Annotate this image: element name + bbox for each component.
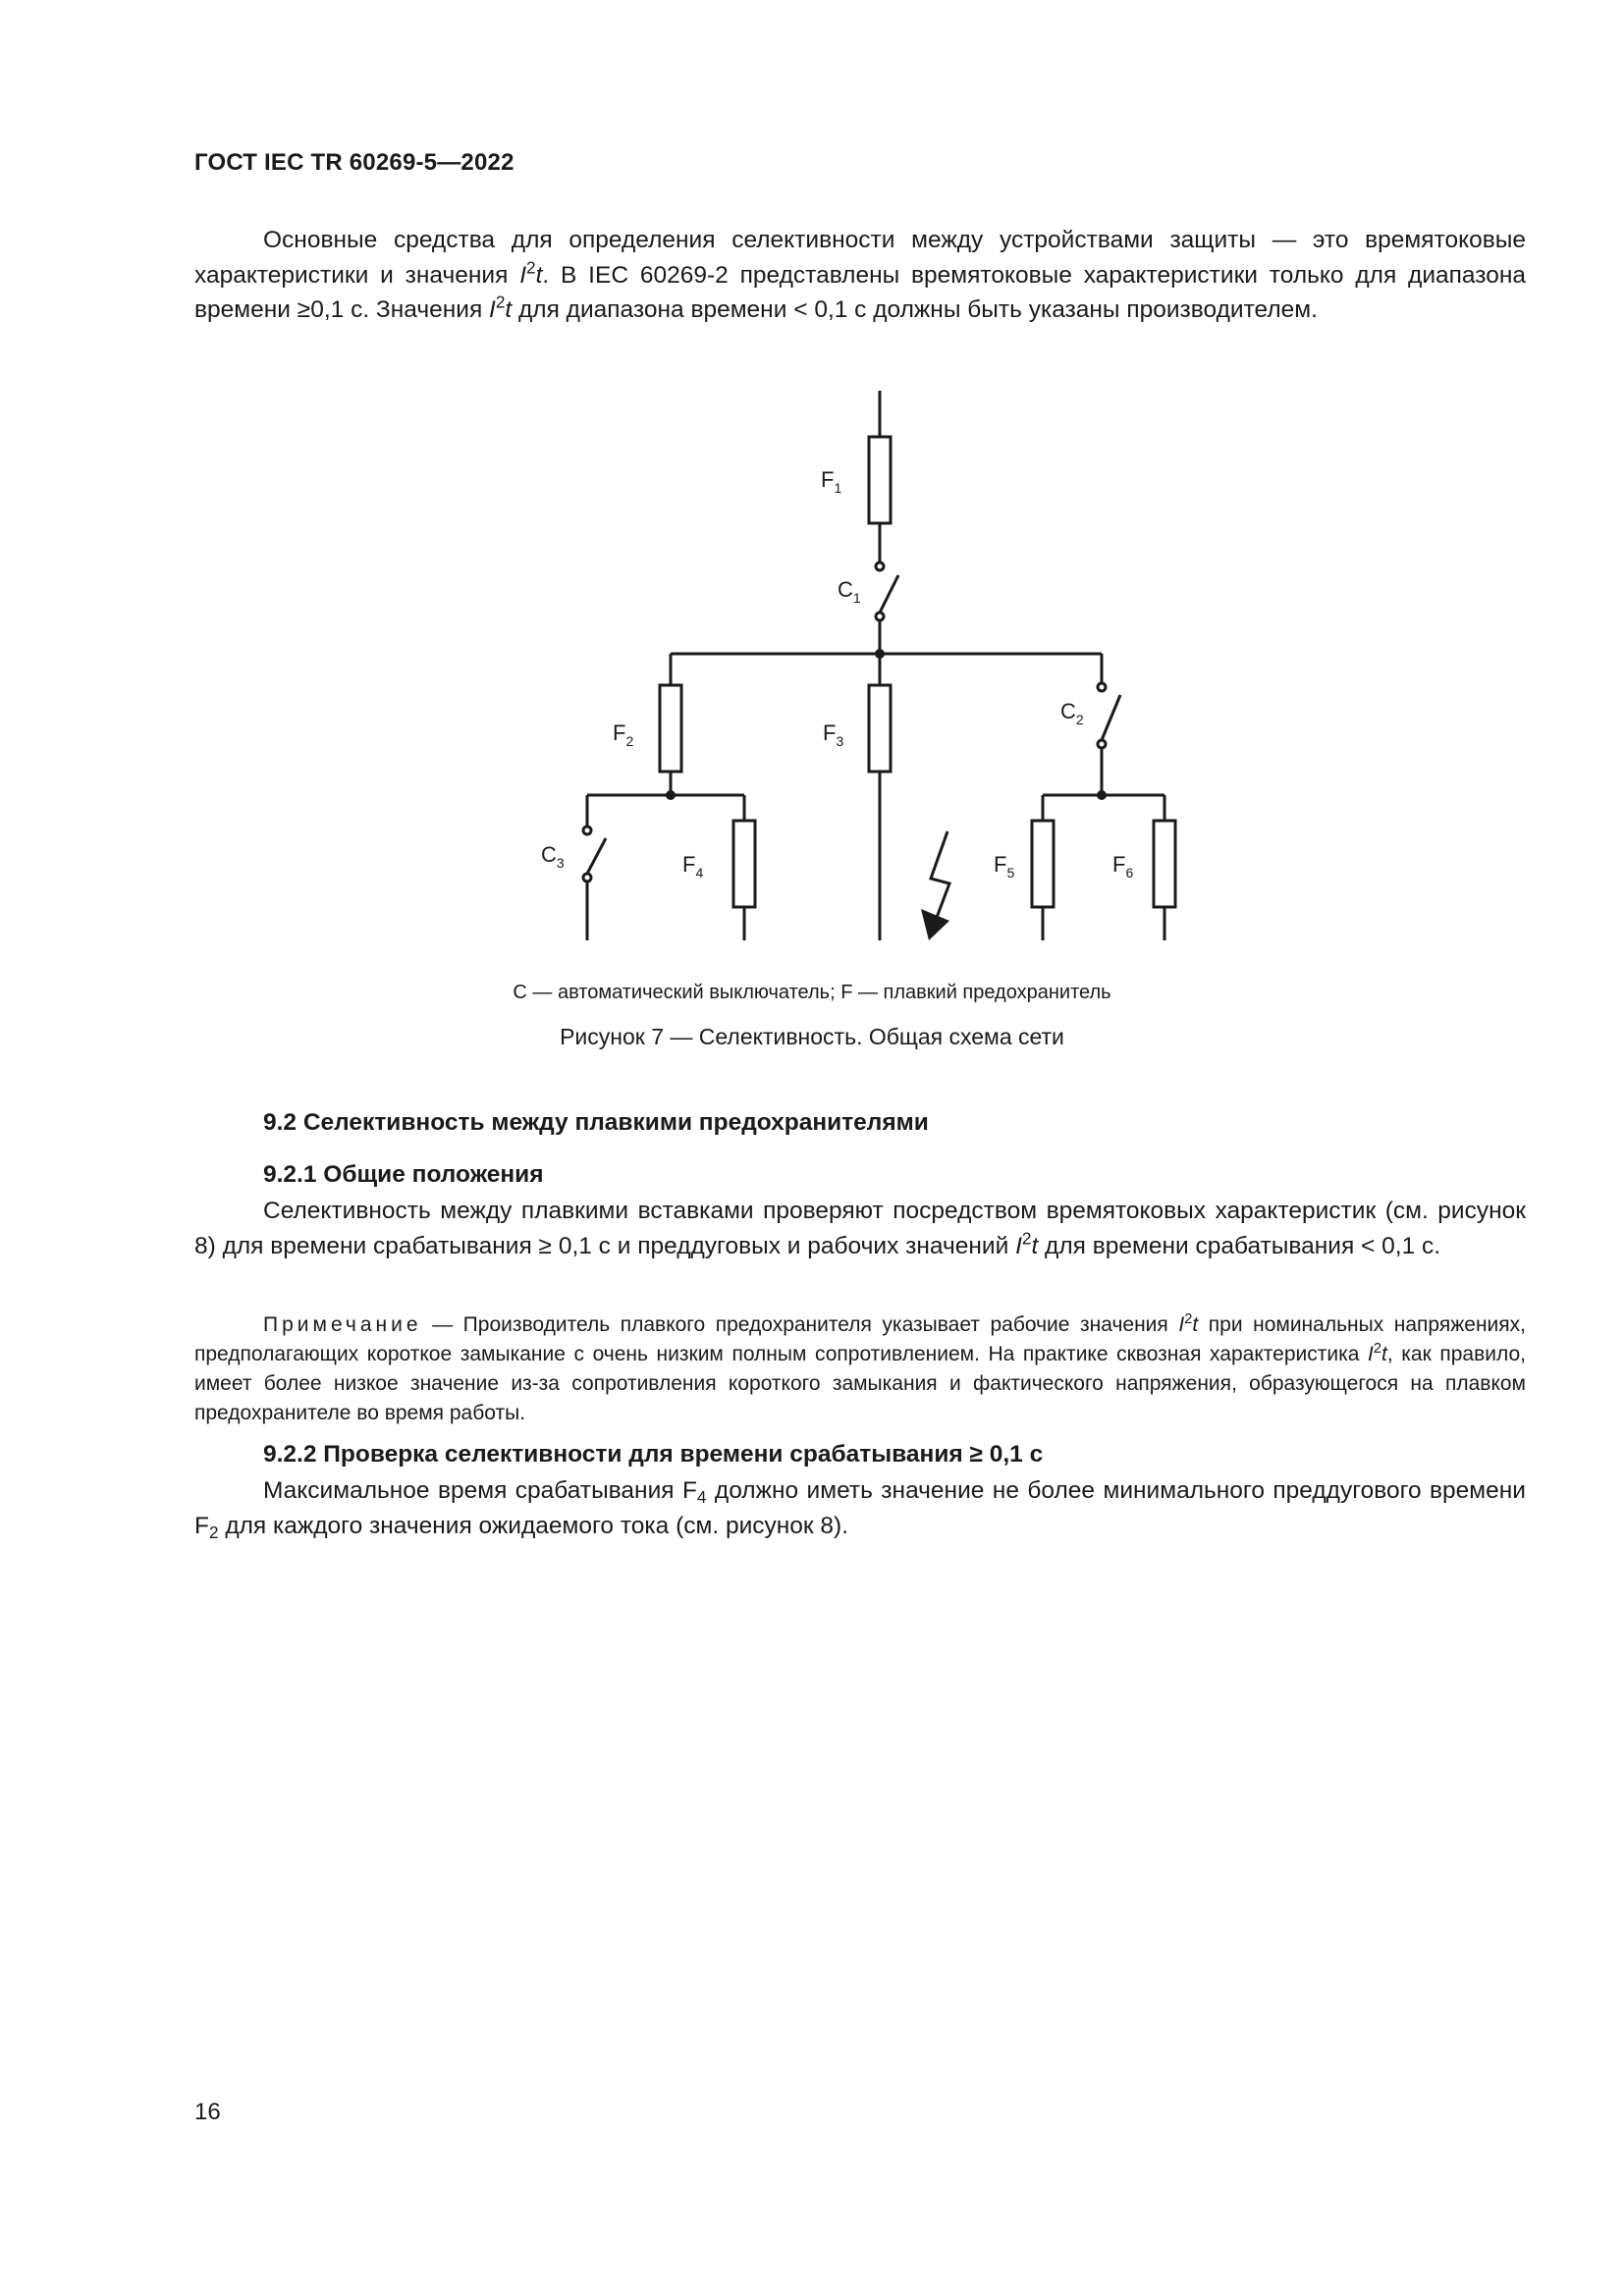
junction-dot <box>1097 790 1107 800</box>
breaker-c3-blade <box>587 838 606 874</box>
fuse-f5 <box>1032 821 1054 907</box>
fuse-f2 <box>660 685 681 772</box>
note-label: Примечание <box>263 1313 422 1336</box>
paragraph-9-2-2: Максимальное время срабатывания $F_4$ должно иметь значение не более минимального преддугового времени $F_2$ для каждого значения ожидаемого тока (см. рисунок 8). <box>194 1477 1526 1542</box>
label-c2: $C_2$ <box>1060 699 1084 727</box>
label-f5: $F_5$ <box>994 852 1015 881</box>
paragraph-9-2-1: Селективность между плавкими вставками проверяют посредством времятоковых характеристик (см. рисунок 8) для времени срабатывания ≥ 0,1 с и преддуговых и рабочих значений $I^2t$ для времени срабатывания < 0,1 с. <box>194 1198 1526 1259</box>
note-paragraph: Примечание — Производитель плавкого предохранителя указывает рабочие значения $I^2t$ при номинальных напряжениях, предполагающих короткое замыкание с очень низким полным сопротивлением. На практике сквозная характеристика $I^2t$, как правило, имеет более низкое значение из-за сопротивления короткого замыкания и фактического напряжения, образующегося на плавком предохранителе во время работы. <box>194 1310 1526 1424</box>
figure-caption: Рисунок 7 — Селективность. Общая схема сети <box>560 1024 1064 1049</box>
fuse-f1 <box>869 437 891 523</box>
breaker-c1-top-contact <box>876 562 884 570</box>
intro-paragraph: Основные средства для определения селективности между устройствами защиты — это времятоковые характеристики и значения $I^2t$. В IEC 60269-2 представлены времятоковые характеристики только для диапазона времени ≥0,1 с. Значения $I^2t$ для диапазона времени < 0,1 с должны быть указаны производителем. <box>194 227 1527 323</box>
section-heading-9-2: 9.2 Селективность между плавкими предохранителями <box>263 1109 929 1136</box>
section-heading-9-2-1: 9.2.1 Общие положения <box>263 1161 544 1188</box>
breaker-c2-blade <box>1102 695 1120 740</box>
label-f2: $F_2$ <box>613 721 634 749</box>
document-header: ГОСТ IEC TR 60269-5—2022 <box>194 149 514 176</box>
junction-dot <box>875 649 885 659</box>
network-diagram <box>491 383 1218 962</box>
fuse-f6 <box>1154 821 1175 907</box>
label-f4: $F_4$ <box>682 852 704 881</box>
figure-legend: С — автоматический выключатель; F — плавкий предохранитель <box>513 982 1111 1003</box>
label-f1: $F_1$ <box>821 467 842 496</box>
junction-dot <box>666 790 676 800</box>
fuse-f4 <box>733 821 755 907</box>
breaker-c3-top-contact <box>583 827 591 834</box>
page-number: 16 <box>194 2099 221 2125</box>
breaker-c3-bottom-contact <box>583 874 591 881</box>
section-heading-9-2-2: 9.2.2 Проверка селективности для времени срабатывания ≥ 0,1 с <box>263 1441 1044 1468</box>
breaker-c1-bottom-contact <box>876 613 884 620</box>
label-f3: $F_3$ <box>823 721 844 749</box>
fault-lightning-icon <box>921 831 949 940</box>
fuse-f3 <box>869 685 891 772</box>
breaker-c2-top-contact <box>1098 683 1106 691</box>
breaker-c1-blade <box>880 575 898 613</box>
label-f6: $F_6$ <box>1112 852 1134 881</box>
label-c1: $C_1$ <box>838 577 861 606</box>
label-c3: $C_3$ <box>541 842 565 871</box>
breaker-c2-bottom-contact <box>1098 740 1106 748</box>
